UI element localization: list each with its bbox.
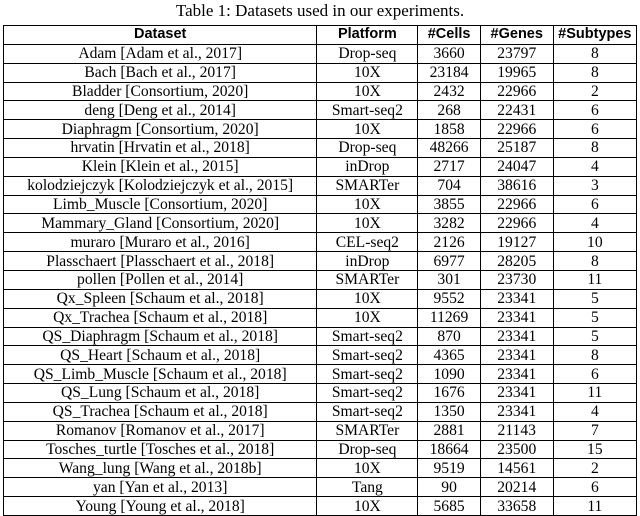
cell-genes: 19965 — [480, 63, 553, 82]
cell-cells: 1858 — [418, 120, 480, 139]
cell-cells: 2432 — [418, 82, 480, 101]
table-row — [4, 289, 637, 308]
cell-dataset: QS_Trachea [Schaum et al., 2018] — [4, 402, 317, 421]
table-row — [4, 440, 637, 459]
cell-dataset: Wang_lung [Wang et al., 2018b] — [4, 459, 317, 478]
cell-genes: 23341 — [480, 346, 553, 365]
cell-subtypes: 2 — [553, 459, 636, 478]
cell-genes: 23341 — [480, 308, 553, 327]
header-cells: #Cells — [418, 26, 480, 45]
cell-dataset: Plasschaert [Plasschaert et al., 2018] — [4, 252, 317, 271]
cell-platform: Tang — [317, 478, 418, 497]
cell-genes: 23341 — [480, 289, 553, 308]
cell-cells: 1676 — [418, 384, 480, 403]
cell-genes: 23341 — [480, 402, 553, 421]
cell-cells: 870 — [418, 327, 480, 346]
cell-platform: Smart-seq2 — [317, 384, 418, 403]
cell-subtypes: 8 — [553, 252, 636, 271]
cell-platform: Smart-seq2 — [317, 101, 418, 120]
cell-genes: 33658 — [480, 497, 553, 516]
cell-subtypes: 8 — [553, 63, 636, 82]
cell-genes: 24047 — [480, 157, 553, 176]
cell-cells: 11269 — [418, 308, 480, 327]
cell-subtypes: 4 — [553, 402, 636, 421]
table-row — [4, 497, 637, 516]
cell-subtypes: 8 — [553, 139, 636, 158]
cell-genes: 23341 — [480, 365, 553, 384]
cell-dataset: Qx_Spleen [Schaum et al., 2018] — [4, 289, 317, 308]
cell-dataset: QS_Limb_Muscle [Schaum et al., 2018] — [4, 365, 317, 384]
table-row — [4, 120, 637, 139]
table-header-row — [4, 26, 637, 45]
cell-genes: 22966 — [480, 214, 553, 233]
table-row — [4, 214, 637, 233]
cell-dataset: kolodziejczyk [Kolodziejczyk et al., 2015] — [4, 176, 317, 195]
table-row — [4, 139, 637, 158]
cell-genes: 23341 — [480, 327, 553, 346]
cell-subtypes: 4 — [553, 214, 636, 233]
cell-dataset: QS_Heart [Schaum et al., 2018] — [4, 346, 317, 365]
cell-dataset: Mammary_Gland [Consortium, 2020] — [4, 214, 317, 233]
table-row — [4, 327, 637, 346]
cell-genes: 20214 — [480, 478, 553, 497]
cell-subtypes: 6 — [553, 101, 636, 120]
cell-cells: 6977 — [418, 252, 480, 271]
cell-platform: 10X — [317, 459, 418, 478]
cell-subtypes: 6 — [553, 120, 636, 139]
cell-genes: 25187 — [480, 139, 553, 158]
header-genes: #Genes — [480, 26, 553, 45]
cell-dataset: muraro [Muraro et al., 2016] — [4, 233, 317, 252]
table-row — [4, 82, 637, 101]
cell-cells: 1090 — [418, 365, 480, 384]
cell-cells: 1350 — [418, 402, 480, 421]
table-row — [4, 365, 637, 384]
table-row — [4, 421, 637, 440]
cell-dataset: Adam [Adam et al., 2017] — [4, 44, 317, 63]
table-row — [4, 157, 637, 176]
table-row — [4, 44, 637, 63]
cell-genes: 19127 — [480, 233, 553, 252]
cell-dataset: deng [Deng et al., 2014] — [4, 101, 317, 120]
cell-cells: 301 — [418, 270, 480, 289]
cell-subtypes: 6 — [553, 365, 636, 384]
table-row — [4, 63, 637, 82]
cell-dataset: Romanov [Romanov et al., 2017] — [4, 421, 317, 440]
table-row — [4, 308, 637, 327]
cell-platform: 10X — [317, 289, 418, 308]
cell-platform: 10X — [317, 214, 418, 233]
cell-dataset: Bach [Bach et al., 2017] — [4, 63, 317, 82]
cell-subtypes: 2 — [553, 82, 636, 101]
cell-cells: 9552 — [418, 289, 480, 308]
cell-cells: 48266 — [418, 139, 480, 158]
table-row — [4, 270, 637, 289]
cell-cells: 90 — [418, 478, 480, 497]
table-row — [4, 252, 637, 271]
cell-cells: 4365 — [418, 346, 480, 365]
cell-subtypes: 5 — [553, 327, 636, 346]
cell-genes: 22431 — [480, 101, 553, 120]
cell-platform: inDrop — [317, 157, 418, 176]
header-platform: Platform — [317, 26, 418, 45]
cell-dataset: Limb_Muscle [Consortium, 2020] — [4, 195, 317, 214]
cell-cells: 268 — [418, 101, 480, 120]
cell-genes: 21143 — [480, 421, 553, 440]
cell-genes: 28205 — [480, 252, 553, 271]
cell-subtypes: 11 — [553, 270, 636, 289]
cell-subtypes: 8 — [553, 346, 636, 365]
cell-genes: 22966 — [480, 82, 553, 101]
cell-dataset: Diaphragm [Consortium, 2020] — [4, 120, 317, 139]
cell-platform: 10X — [317, 195, 418, 214]
cell-subtypes: 4 — [553, 157, 636, 176]
table-row — [4, 459, 637, 478]
cell-dataset: hrvatin [Hrvatin et al., 2018] — [4, 139, 317, 158]
cell-platform: Smart-seq2 — [317, 327, 418, 346]
cell-dataset: yan [Yan et al., 2013] — [4, 478, 317, 497]
table-row — [4, 176, 637, 195]
cell-cells: 2881 — [418, 421, 480, 440]
header-subtypes: #Subtypes — [553, 26, 636, 45]
cell-subtypes: 6 — [553, 195, 636, 214]
cell-platform: Drop-seq — [317, 44, 418, 63]
cell-cells: 9519 — [418, 459, 480, 478]
cell-dataset: QS_Lung [Schaum et al., 2018] — [4, 384, 317, 403]
cell-platform: inDrop — [317, 252, 418, 271]
cell-dataset: Klein [Klein et al., 2015] — [4, 157, 317, 176]
cell-subtypes: 15 — [553, 440, 636, 459]
table-caption: Table 1: Datasets used in our experiments. — [175, 1, 465, 20]
cell-dataset: Bladder [Consortium, 2020] — [4, 82, 317, 101]
table-row — [4, 384, 637, 403]
cell-genes: 14561 — [480, 459, 553, 478]
cell-genes: 23341 — [480, 384, 553, 403]
cell-genes: 22966 — [480, 195, 553, 214]
cell-cells: 3855 — [418, 195, 480, 214]
cell-platform: Smart-seq2 — [317, 365, 418, 384]
cell-platform: 10X — [317, 120, 418, 139]
cell-genes: 38616 — [480, 176, 553, 195]
cell-dataset: Tosches_turtle [Tosches et al., 2018] — [4, 440, 317, 459]
cell-genes: 22966 — [480, 120, 553, 139]
table-body — [4, 44, 637, 515]
cell-platform: SMARTer — [317, 270, 418, 289]
cell-platform: SMARTer — [317, 421, 418, 440]
table-row — [4, 233, 637, 252]
cell-genes: 23797 — [480, 44, 553, 63]
table-row — [4, 402, 637, 421]
cell-subtypes: 6 — [553, 478, 636, 497]
table-row — [4, 478, 637, 497]
cell-genes: 23730 — [480, 270, 553, 289]
cell-cells: 5685 — [418, 497, 480, 516]
cell-cells: 2717 — [418, 157, 480, 176]
cell-subtypes: 3 — [553, 176, 636, 195]
cell-subtypes: 11 — [553, 497, 636, 516]
table-row — [4, 346, 637, 365]
cell-dataset: Young [Young et al., 2018] — [4, 497, 317, 516]
cell-subtypes: 5 — [553, 289, 636, 308]
cell-cells: 18664 — [418, 440, 480, 459]
cell-genes: 23500 — [480, 440, 553, 459]
table-row — [4, 195, 637, 214]
header-dataset: Dataset — [4, 26, 317, 45]
cell-cells: 2126 — [418, 233, 480, 252]
cell-cells: 3660 — [418, 44, 480, 63]
cell-platform: SMARTer — [317, 176, 418, 195]
cell-platform: 10X — [317, 308, 418, 327]
cell-platform: 10X — [317, 497, 418, 516]
cell-subtypes: 8 — [553, 44, 636, 63]
cell-platform: Smart-seq2 — [317, 346, 418, 365]
cell-dataset: QS_Diaphragm [Schaum et al., 2018] — [4, 327, 317, 346]
cell-dataset: pollen [Pollen et al., 2014] — [4, 270, 317, 289]
cell-platform: 10X — [317, 82, 418, 101]
cell-cells: 704 — [418, 176, 480, 195]
cell-platform: Drop-seq — [317, 440, 418, 459]
cell-cells: 3282 — [418, 214, 480, 233]
cell-platform: Smart-seq2 — [317, 402, 418, 421]
cell-cells: 23184 — [418, 63, 480, 82]
cell-platform: 10X — [317, 63, 418, 82]
cell-subtypes: 10 — [553, 233, 636, 252]
cell-platform: Drop-seq — [317, 139, 418, 158]
cell-subtypes: 7 — [553, 421, 636, 440]
datasets-table — [3, 25, 637, 516]
cell-dataset: Qx_Trachea [Schaum et al., 2018] — [4, 308, 317, 327]
table-row — [4, 101, 637, 120]
cell-subtypes: 11 — [553, 384, 636, 403]
cell-platform: CEL-seq2 — [317, 233, 418, 252]
cell-subtypes: 5 — [553, 308, 636, 327]
